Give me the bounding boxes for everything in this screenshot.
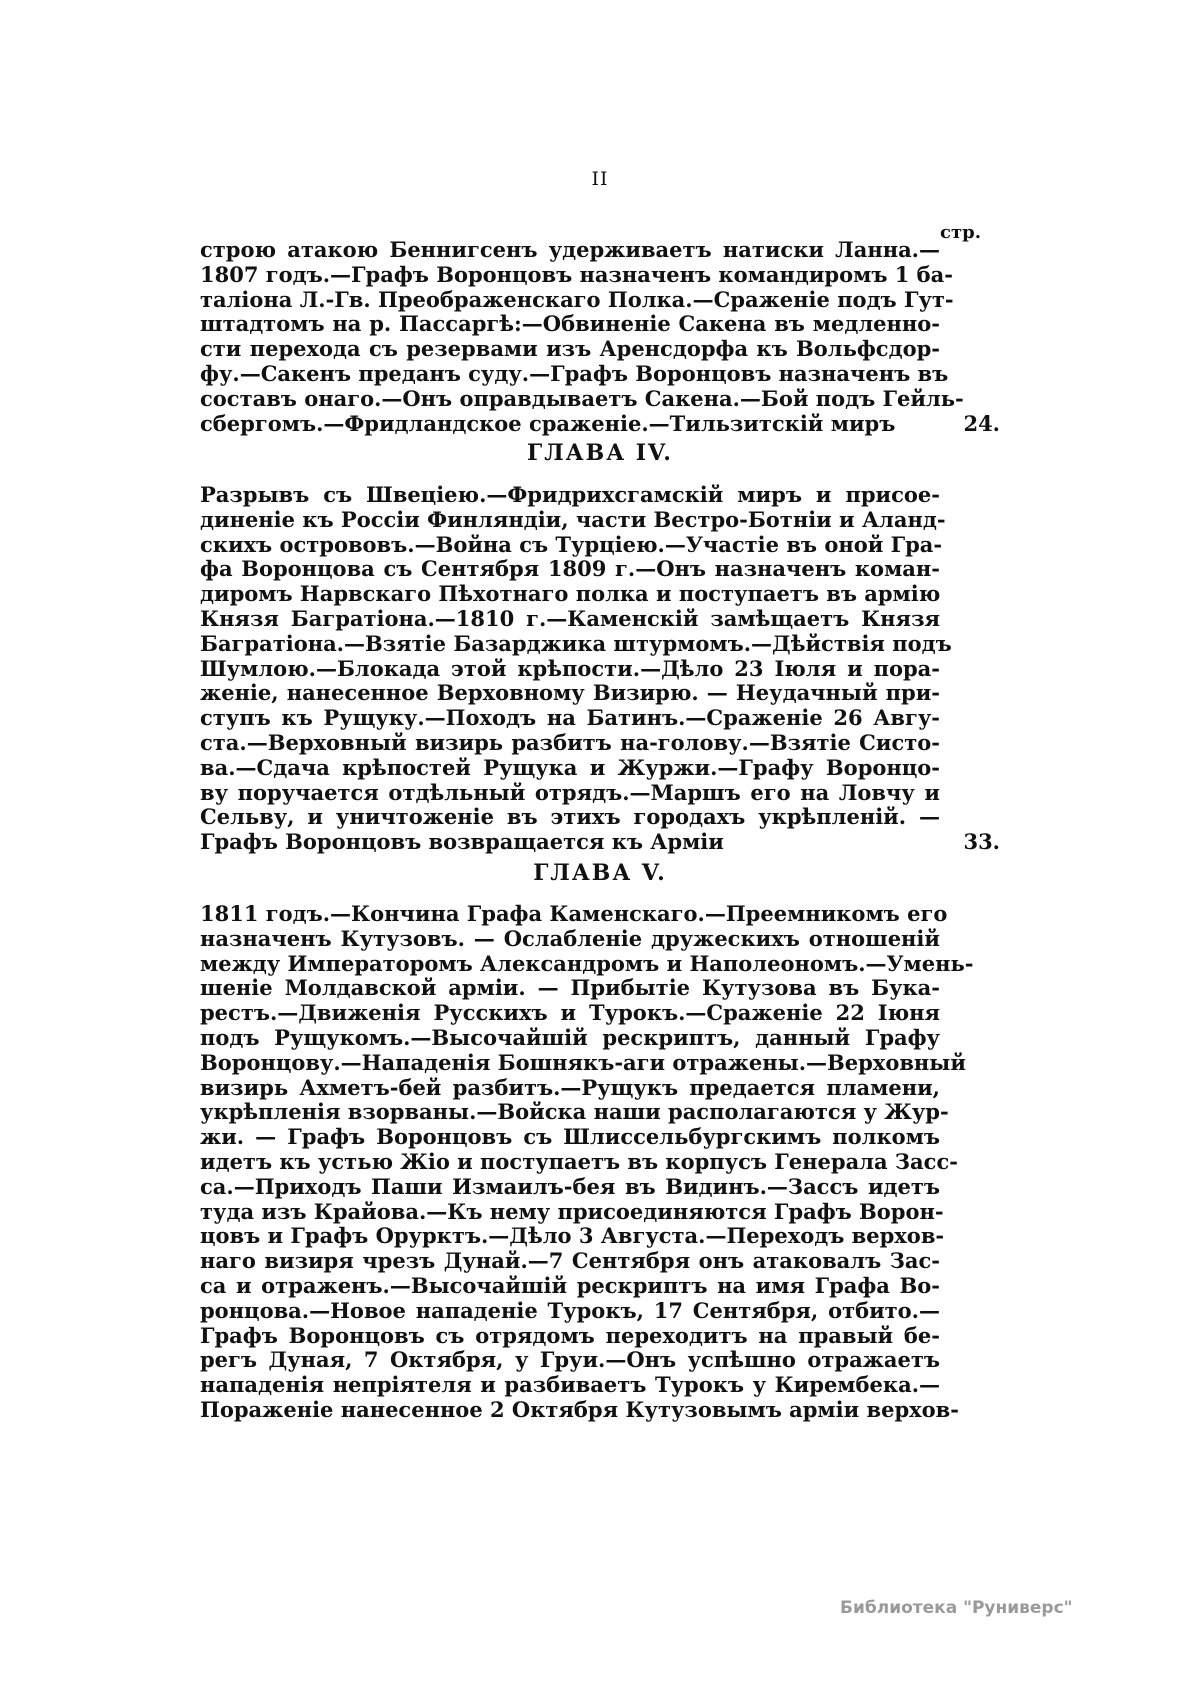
section-chapter-4 (200, 482, 1000, 855)
text-line (200, 557, 940, 582)
text-line-content: составъ онаго.—Онъ оправдываетъ Сакена.—Бой подъ Гейль- (200, 385, 964, 411)
text-line-content: Графъ Воронцовъ возвращается къ Арміи (200, 829, 724, 855)
text-line-content: женіе, нанесенное Верховному Визирю. — Неудачный при- (200, 680, 940, 706)
page-reference: 24. (963, 410, 1000, 436)
text-line (200, 385, 964, 412)
text-line (200, 286, 954, 313)
text-line-content: цовъ и Графъ Орурктъ.—Дѣло 3 Августа.—Переходъ верхов- (200, 1223, 945, 1249)
text-line (200, 360, 949, 387)
text-line (200, 1175, 940, 1200)
text-line (200, 805, 940, 830)
text-line (200, 410, 1000, 437)
chapter-5-heading: ГЛАВА V. (533, 860, 667, 886)
text-line-content: Пораженіе нанесенное 2 Октября Кутузовымъ арміи верхов- (200, 1396, 959, 1422)
chapter-4-heading: ГЛАВА IV. (527, 440, 673, 466)
text-line-content: Воронцову.—Нападенія Бошнякъ-аги отражены.—Верховный (200, 1049, 966, 1075)
text-line-content: ву поручается отдѣльный отрядъ.—Маршъ его на Ловчу и (200, 779, 940, 805)
text-line (200, 1125, 940, 1150)
text-line-content: укрѣпленія взорваны.—Войска наши располагаются у Жур- (200, 1099, 949, 1125)
text-line-content: туда изъ Крайова.—Къ нему присоединяются Графъ Ворон- (200, 1198, 944, 1224)
text-line (200, 531, 943, 558)
section-chapter-5 (200, 902, 980, 1423)
text-line (200, 1001, 940, 1026)
text-line-content: визирь Ахметъ-бей разбитъ.—Рущукъ предается пламени, (200, 1074, 940, 1100)
text-line (200, 1076, 940, 1101)
page-number: II (591, 168, 609, 190)
text-line (200, 506, 946, 533)
text-line (200, 976, 940, 1001)
text-line-content: жи. — Графъ Воронцовъ съ Шлиссельбургскимъ полкомъ (200, 1124, 940, 1150)
text-line (200, 901, 948, 927)
text-line (200, 1348, 940, 1373)
text-line-content: фу.—Сакенъ преданъ суду.—Графъ Воронцовъ назначенъ въ (200, 360, 949, 386)
text-line-content: назначенъ Кутузовъ. — Ослабленіе дружескихъ отношеній (200, 925, 940, 951)
text-line (200, 1198, 944, 1225)
text-line-content: таліона Л.-Гв. Преображенскаго Полка.—Сраженіе подъ Гут- (200, 286, 954, 312)
text-line-content: Багратіона.—Взятіе Базарджика штурмомъ.—Дѣйствія подъ (200, 630, 952, 656)
text-line-content: са.—Приходъ Паши Измаилъ-бея въ Видинъ.—Зассъ идетъ (200, 1173, 940, 1199)
text-line (200, 829, 1000, 855)
text-line-content: Графъ Воронцовъ съ отрядомъ переходитъ на правый бе- (200, 1322, 940, 1348)
text-line (200, 1148, 958, 1175)
text-line (200, 337, 940, 362)
text-line (200, 927, 940, 952)
text-line (200, 261, 953, 288)
section-chapter-3-continuation (200, 237, 1000, 436)
text-line (200, 1026, 940, 1051)
text-line (200, 607, 940, 632)
text-line (200, 781, 940, 806)
text-line-content: ва.—Сдача крѣпостей Рущука и Журжи.—Графу Воронцо- (200, 754, 940, 780)
text-line-content: фа Воронцова съ Сентября 1809 г.—Онъ назначенъ коман- (200, 556, 940, 582)
text-line-content: между Императоромъ Александромъ и Наполеономъ.—Умень- (200, 950, 974, 976)
text-line-content: скихъ острововъ.—Война съ Турціею.—Участіе въ оной Гра- (200, 531, 943, 557)
text-line (200, 1249, 940, 1274)
text-line-content: са и отраженъ.—Высочайшій рескриптъ на имя Графа Во- (200, 1272, 940, 1298)
text-line (200, 706, 940, 731)
text-line-content: Разрывъ съ Швеціею.—Фридрихсгамскій миръ и присое- (200, 482, 940, 507)
text-line (200, 1373, 940, 1398)
text-line (200, 582, 940, 607)
text-line (200, 731, 940, 756)
text-line (200, 950, 974, 977)
text-line-content: Князя Багратіона.—1810 г.—Каменскій замѣщаетъ Князя (200, 605, 940, 631)
text-line-content: диромъ Нарвскаго Пѣхотнаго полка и поступаетъ въ армію (200, 581, 941, 607)
text-line-content: подъ Рущукомъ.—Высочайшій рескриптъ, данный Графу (200, 1024, 940, 1050)
library-watermark: Библиотека "Руниверс" (840, 1598, 1073, 1618)
text-line-content: идетъ къ устью Жіо и поступаетъ въ корпусъ Генерала Засс- (200, 1148, 958, 1174)
text-line (200, 1299, 940, 1324)
text-line-content: шеніе Молдавской арміи. — Прибытіе Кутузова въ Бука- (200, 975, 940, 1001)
text-line (200, 657, 940, 682)
text-line-content: Сельву, и уничтоженіе въ этихъ городахъ укрѣпленій. — (200, 804, 940, 830)
text-line (200, 1049, 966, 1076)
text-line-content: строю атакою Беннигсенъ удерживаетъ натиски Ланна.— (200, 237, 940, 262)
text-line-content: ронцова.—Новое нападеніе Турокъ, 17 Сентября, отбито.— (200, 1297, 940, 1323)
text-line-content: сбергомъ.—Фридландское сраженіе.—Тильзитскій миръ (200, 410, 896, 436)
text-line (200, 630, 952, 657)
text-line (200, 483, 940, 508)
page-reference: 33. (963, 829, 1000, 855)
text-line (200, 1223, 945, 1249)
text-line (200, 1396, 959, 1423)
text-line (200, 681, 940, 706)
text-line (200, 1099, 949, 1125)
text-line (200, 238, 940, 263)
text-line-content: ступъ къ Рущуку.—Походъ на Батинъ.—Сраженіе 26 Авгу- (200, 705, 940, 731)
text-line-content: регъ Дуная, 7 Октября, у Груи.—Онъ успѣшно отражаетъ (200, 1347, 940, 1373)
page-column-label: стр. (940, 222, 981, 243)
text-line (200, 312, 940, 337)
text-line (200, 1274, 940, 1299)
text-line-content: наго визиря чрезъ Дунай.—7 Сентября онъ атаковалъ Зас- (200, 1248, 940, 1274)
text-line-content: штадтомъ на р. Пассаргѣ:—Обвиненіе Сакена въ медленно- (200, 311, 940, 337)
text-line-content: рестъ.—Движенія Русскихъ и Турокъ.—Сраженіе 22 Іюня (200, 1000, 940, 1026)
text-line (200, 1324, 940, 1349)
text-line-content: Шумлою.—Блокада этой крѣпости.—Дѣло 23 Іюля и пора- (200, 655, 940, 681)
text-line-content: ста.—Верховный визирь разбитъ на-голову.—Взятіе Систо- (200, 729, 940, 755)
text-line-content: нападенія непріятеля и разбиваетъ Турокъ у Кирембека.— (200, 1372, 940, 1398)
text-line (200, 756, 940, 781)
text-line-content: диненіе къ Россіи Финляндіи, части Вестро-Ботніи и Аланд- (200, 506, 946, 532)
text-line-content: 1807 годъ.—Графъ Воронцовъ назначенъ командиромъ 1 ба- (200, 261, 953, 287)
text-line-content: 1811 годъ.—Кончина Графа Каменскаго.—Преемникомъ его (200, 901, 948, 926)
text-line-content: сти перехода съ резервами изъ Аренсдорфа къ Вольфсдор- (200, 336, 940, 362)
